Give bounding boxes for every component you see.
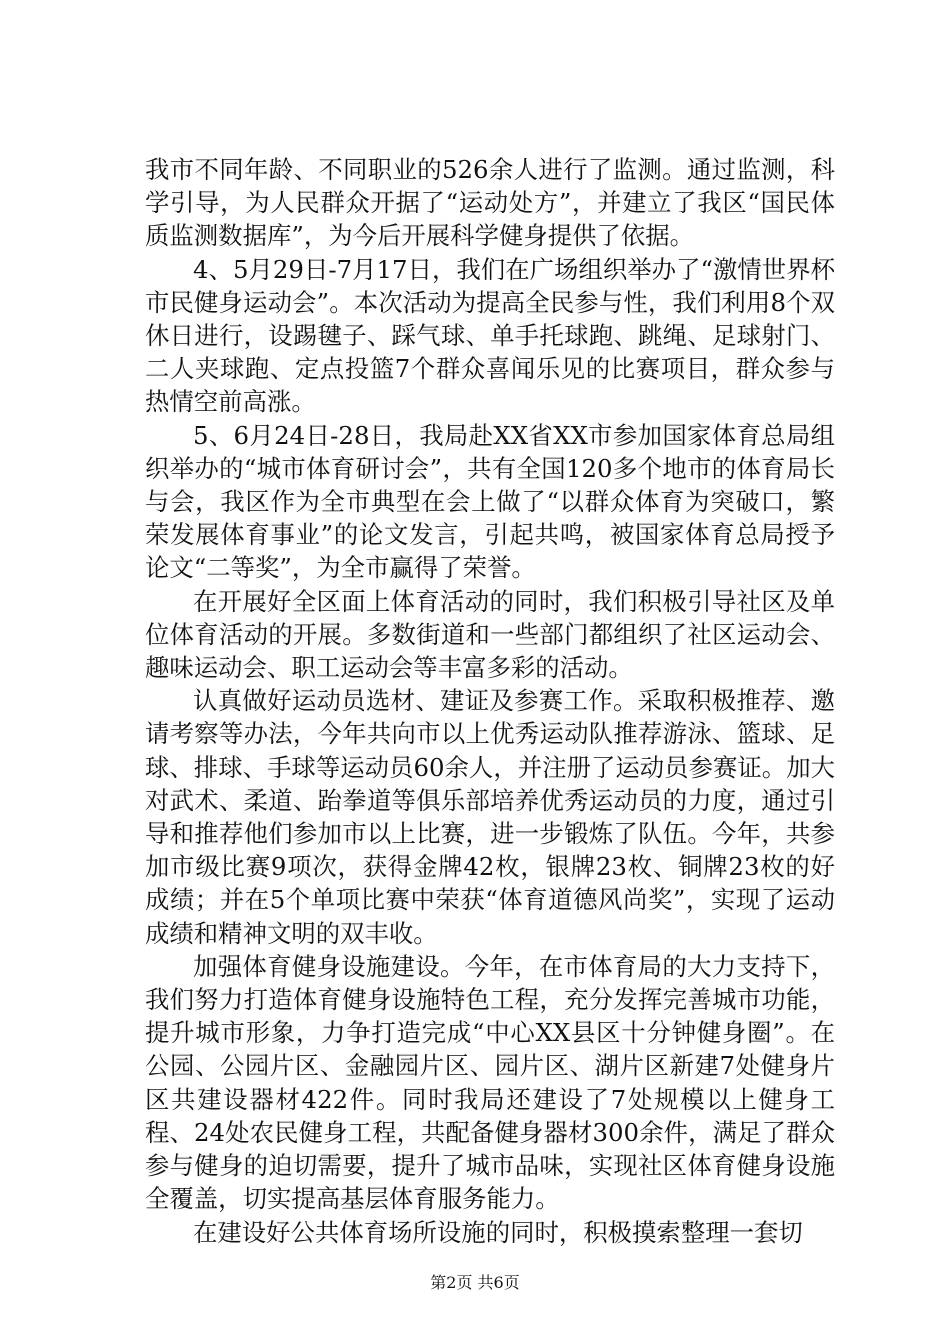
page-footer: 第2页 共6页 — [430, 1273, 520, 1292]
paragraph-community-activities: 在开展好全区面上体育活动的同时，我们积极引导社区及单位体育活动的开展。多数街道和一些部门都组织了社区运动会、趣味运动会、职工运动会等丰富多彩的活动。 — [145, 586, 835, 683]
document-body — [145, 153, 835, 1249]
paragraph-facility-construction: 加强体育健身设施建设。今年，在市体育局的大力支持下，我们努力打造体育健身设施特色工程，充分发挥完善城市功能，提升城市形象，力争打造完成“中心XX县区十分钟健身圈”。在公园、公园片区、金融园片区、园片区、湖片区新建7处健身片区共建设器材422件。同时我局还建设了7处规模以上健身工程、24处农民健身工程，共配备健身器材300余件，满足了群众参与健身的迫切需要，提升了城市品味，实现社区体育健身设施全覆盖，切实提高基层体育服务能力。 — [145, 951, 835, 1214]
paragraph-item-4: 4、5月29日-7月17日，我们在广场组织举办了“激情世界杯市民健身运动会”。本次活动为提高全民参与性，我们利用8个双休日进行，设踢毽子、踩气球、单手托球跑、跳绳、足球射门、二人夹球跑、定点投篮7个群众喜闻乐见的比赛项目，群众参与热情空前高涨。 — [145, 254, 835, 417]
paragraph-athlete-selection: 认真做好运动员选材、建证及参赛工作。采取积极推荐、邀请考察等办法，今年共向市以上优秀运动队推荐游泳、篮球、足球、排球、手球等运动员60余人，并注册了运动员参赛证。加大对武术、柔道、跆拳道等俱乐部培养优秀运动员的力度，通过引导和推荐他们参加市以上比赛，进一步锻炼了队伍。今年，共参加市级比赛9项次，获得金牌42枚，银牌23枚、铜牌23枚的好成绩；并在5个单项比赛中荣获“体育道德风尚奖”，实现了运动成绩和精神文明的双丰收。 — [145, 686, 835, 948]
paragraph-continuation: 我市不同年龄、不同职业的526余人进行了监测。通过监测，科学引导，为人民群众开据了“运动处方”，并建立了我区“国民体质监测数据库”，为今后开展科学健身提供了依据。 — [145, 155, 835, 251]
paragraph-public-venues: 在建设好公共体育场所设施的同时，积极摸索整理一套切 — [193, 1217, 803, 1247]
paragraph-item-5: 5、6月24日-28日，我局赴XX省XX市参加国家体育总局组织举办的“城市体育研讨会”，共有全国120多个地市的体育局长与会，我区作为全市典型在会上做了“以群众体育为突破口，繁荣发展体育事业”的论文发言，引起共鸣，被国家体育总局授予论文“二等奖”，为全市赢得了荣誉。 — [145, 420, 835, 583]
